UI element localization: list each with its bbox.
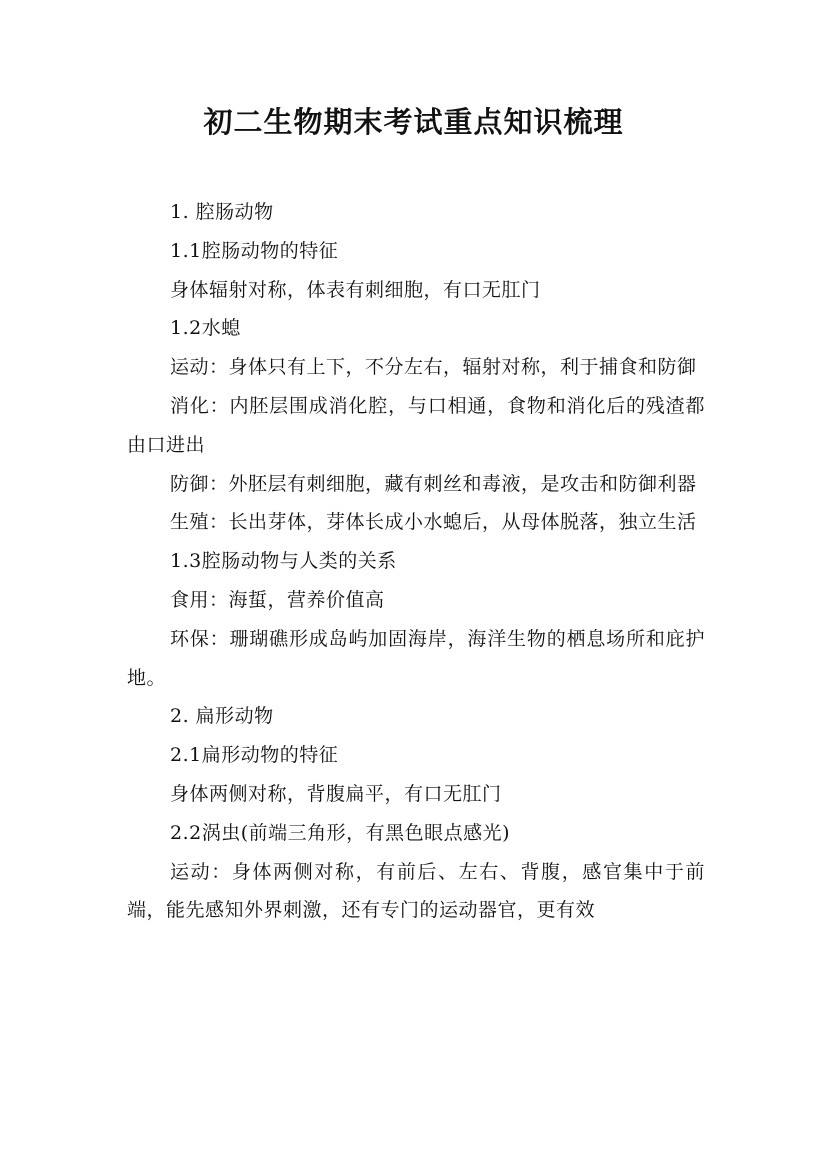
paragraph: 身体辐射对称，体表有刺细胞，有口无肛门 bbox=[170, 278, 541, 301]
paragraph: 防御：外胚层有刺细胞，藏有刺丝和毒液，是攻击和防御利器 bbox=[170, 472, 697, 495]
paragraph: 食用：海蜇，营养价值高 bbox=[170, 588, 385, 611]
paragraph: 运动：身体只有上下，不分左右，辐射对称，利于捕食和防御 bbox=[170, 356, 697, 379]
document-body bbox=[127, 193, 705, 930]
subheading-2-2: 2.2涡虫(前端三角形，有黑色眼点感光) bbox=[170, 821, 511, 844]
paragraph: 身体两侧对称，背腹扁平，有口无肛门 bbox=[170, 782, 502, 805]
paragraph: 生殖：长出芽体，芽体长成小水螅后，从母体脱落，独立生活 bbox=[170, 511, 697, 534]
document-title: 初二生物期末考试重点知识梳理 bbox=[203, 105, 624, 139]
heading-1: 1. 腔肠动物 bbox=[170, 201, 274, 223]
heading-2: 2. 扁形动物 bbox=[170, 705, 274, 728]
paragraph: 环保：珊瑚礁形成岛屿加固海岸，海洋生物的栖息场所和庇护地。 bbox=[127, 627, 705, 689]
subheading-2-1: 2.1扁形动物的特征 bbox=[170, 744, 339, 767]
subheading-1-2: 1.2水螅 bbox=[170, 317, 241, 340]
paragraph: 消化：内胚层围成消化腔，与口相通，食物和消化后的残渣都由口进出 bbox=[127, 394, 705, 456]
subheading-1-3: 1.3腔肠动物与人类的关系 bbox=[170, 550, 397, 573]
subheading-1-1: 1.1腔肠动物的特征 bbox=[170, 239, 339, 262]
paragraph: 运动：身体两侧对称，有前后、左右、背腹，感官集中于前端，能先感知外界刺激，还有专门的运动器官，更有效 bbox=[127, 860, 705, 922]
